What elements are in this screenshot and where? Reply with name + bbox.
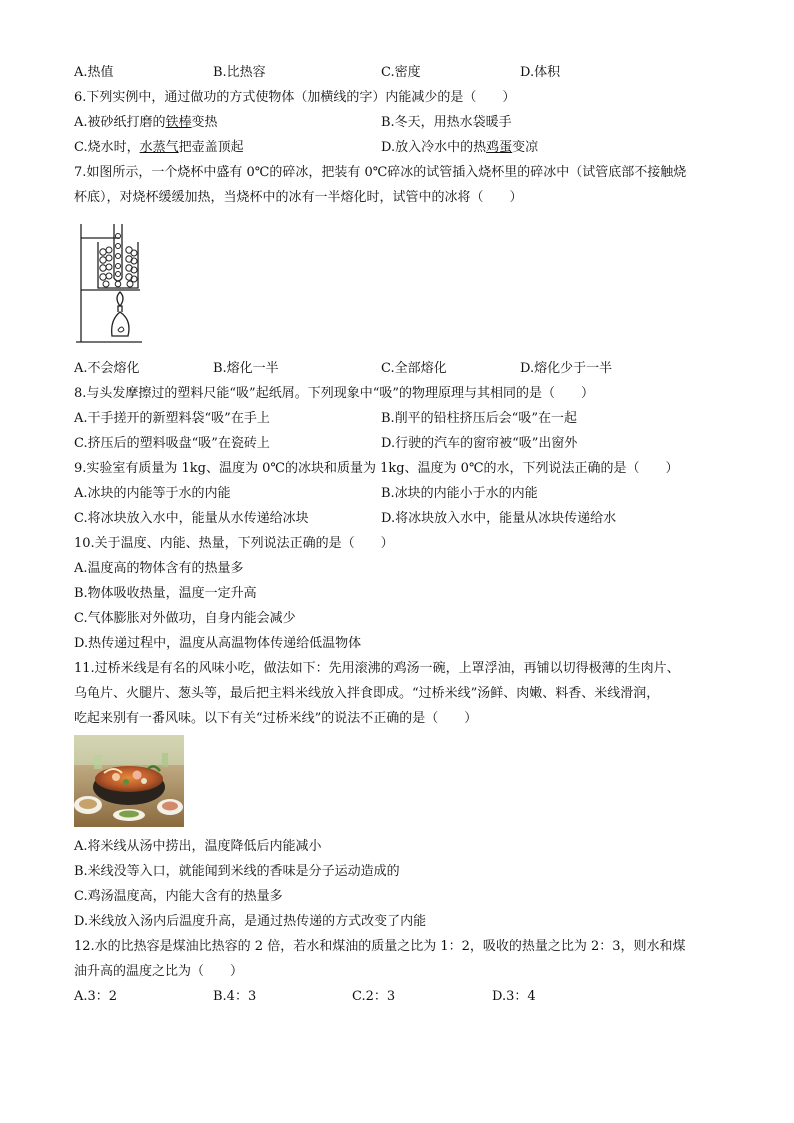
- q12-stem-line2: 油升高的温度之比为（ ）: [74, 964, 244, 979]
- q8-option-b: B.削平的铅柱挤压后会“吸”在一起: [381, 411, 577, 426]
- q8-option-c: C.挤压后的塑料吸盘“吸”在瓷砖上: [74, 436, 270, 451]
- q9-option-d: D.将冰块放入水中，能量从冰块传递给水: [381, 511, 617, 526]
- q12-option-c: C.2：3: [352, 989, 396, 1004]
- q5-option-a: A.热值: [74, 65, 114, 80]
- q9-option-c: C.将冰块放入水中，能量从水传递给冰块: [74, 511, 309, 526]
- q9-stem: 9.实验室有质量为 1kg、温度为 0℃的冰块和质量为 1kg、温度为 0℃的水，下列说法正确的是（ ）: [74, 461, 679, 476]
- q7-option-d: D.熔化少于一半: [520, 361, 613, 376]
- q11-option-a: A.将米线从汤中捞出，温度降低后内能减小: [74, 839, 322, 854]
- q7-stem-line2: 杯底），对烧杯缓缓加热，当烧杯中的冰有一半熔化时，试管中的冰将（ ）: [74, 190, 523, 205]
- q7-option-a: A.不会熔化: [74, 361, 140, 376]
- rice-noodle-soup-photo: [74, 735, 184, 827]
- q6-option-c: C.烧水时，水蒸气把壶盖顶起: [74, 140, 244, 155]
- q10-option-c: C.气体膨胀对外做功，自身内能会减少: [74, 611, 296, 626]
- q7-option-b: B.熔化一半: [213, 361, 279, 376]
- q6-option-a: A.被砂纸打磨的铁棒变热: [74, 115, 218, 130]
- q11-stem-line3: 吃起来别有一番风味。以下有关“过桥米线”的说法不正确的是（ ）: [74, 711, 478, 726]
- q12-option-a: A.3：2: [74, 989, 118, 1004]
- q10-stem: 10.关于温度、内能、热量，下列说法正确的是（ ）: [74, 536, 394, 551]
- q9-option-a: A.冰块的内能等于水的内能: [74, 486, 231, 501]
- q8-stem: 8.与头发摩擦过的塑料尺能“吸”起纸屑。下列现象中“吸”的物理原理与其相同的是（ ）: [74, 386, 594, 401]
- q11-option-c: C.鸡汤温度高，内能大含有的热量多: [74, 889, 283, 904]
- q6-option-b: B.冬天，用热水袋暖手: [381, 115, 512, 130]
- q12-stem-line1: 12.水的比热容是煤油比热容的 2 倍，若水和煤油的质量之比为 1：2，吸收的热量之比为 2：3，则水和煤: [74, 939, 686, 954]
- q9-option-b: B.冰块的内能小于水的内能: [381, 486, 538, 501]
- q10-option-a: A.温度高的物体含有的热量多: [74, 561, 244, 576]
- q6-option-d: D.放入冷水中的热鸡蛋变凉: [381, 140, 539, 155]
- q11-option-b: B.米线没等入口，就能闻到米线的香味是分子运动造成的: [74, 864, 400, 879]
- q11-stem-line1: 11.过桥米线是有名的风味小吃，做法如下：先用滚沸的鸡汤一碗，上罩浮油，再铺以切得极薄的生肉片、: [74, 661, 680, 676]
- q11-option-d: D.米线放入汤内后温度升高，是通过热传递的方式改变了内能: [74, 914, 427, 929]
- q8-option-d: D.行驶的汽车的窗帘被“吸”出窗外: [381, 436, 578, 451]
- q12-option-b: B.4：3: [213, 989, 257, 1004]
- q5-option-c: C.密度: [381, 65, 421, 80]
- q7-stem-line1: 7.如图所示，一个烧杯中盛有 0℃的碎冰，把装有 0℃碎冰的试管插入烧杯里的碎冰中（试管底部不接触烧: [74, 165, 687, 180]
- q10-option-d: D.热传递过程中，温度从高温物体传递给低温物体: [74, 636, 362, 651]
- q5-option-d: D.体积: [520, 65, 561, 80]
- q6-stem: 6.下列实例中，通过做功的方式使物体（加横线的字）内能减少的是（ ）: [74, 90, 516, 105]
- q12-option-d: D.3：4: [492, 989, 536, 1004]
- q5-option-b: B.比热容: [213, 65, 266, 80]
- q10-option-b: B.物体吸收热量，温度一定升高: [74, 586, 257, 601]
- q7-option-c: C.全部熔化: [381, 361, 447, 376]
- beaker-heating-apparatus-figure: [74, 220, 146, 346]
- q11-stem-line2: 乌龟片、火腿片、葱头等，最后把主料米线放入拌食即成。“过桥米线”汤鲜、肉嫩、料香、米线滑润，: [74, 686, 660, 701]
- q8-option-a: A.干手搓开的新塑料袋“吸”在手上: [74, 411, 270, 426]
